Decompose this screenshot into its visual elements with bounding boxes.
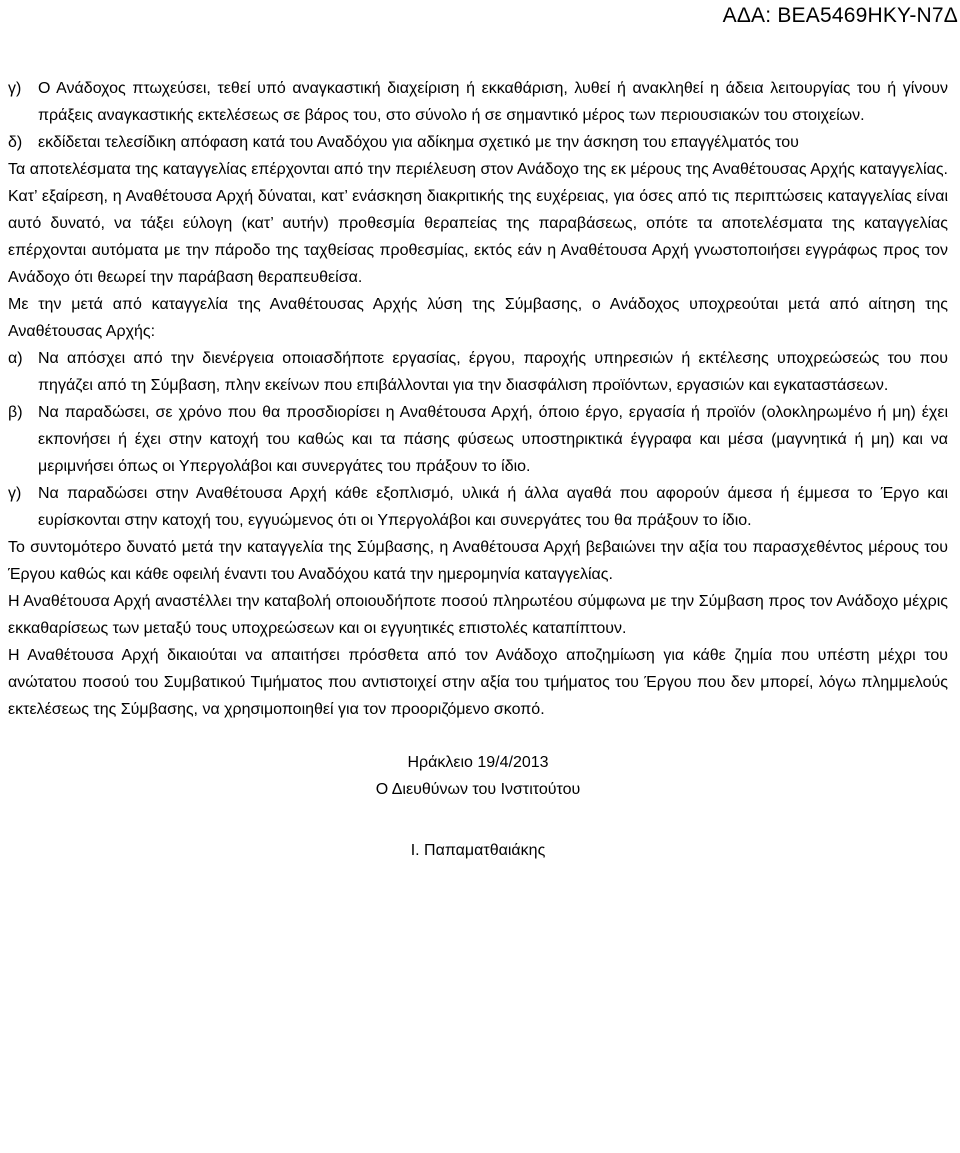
paragraph: Η Αναθέτουσα Αρχή δικαιούται να απαιτήσει πρόσθετα από τον Ανάδοχο αποζημίωση για κάθε ζημία που υπέστη μέχρι του ανώτατου ποσού του Συμβατικού Τιμήματος που αντιστοιχεί στην αξία του τμήματος του Έργου που δεν μπορεί, λόγω πλημμελούς εκτελέσεως της Σύμβασης, να χρησιμοποιηθεί για τον προοριζόμενο σκοπό.: [8, 647, 948, 718]
document-body: [8, 75, 948, 864]
paragraph: Τα αποτελέσματα της καταγγελίας επέρχονται από την περιέλευση στον Ανάδοχο της εκ μέρους της Αναθέτουσας Αρχής καταγγελίας. Κατ’ εξαίρεση, η Αναθέτουσα Αρχή δύναται, κατ’ ενάσκηση διακριτικής της ευχέρειας, για όσες από τις περιπτώσεις καταγγελίας είναι αυτό δυνατό, να τάξει εύλογη (κατ’ αυτήν) προθεσμία θεραπείας της παραβάσεως, οπότε τα αποτελέσματα της καταγγελίας επέρχονται αυτόματα με την πάροδο της ταχθείσας προθεσμίας, εκτός εάν η Αναθέτουσα Αρχή γνωστοποιήσει εγγράφως προς τον Ανάδοχο ότι θεωρεί την παράβαση θεραπευθείσα.: [8, 161, 948, 286]
signature-name: Ι. Παπαματθαιάκης: [410, 842, 546, 859]
item-marker: γ): [8, 80, 22, 97]
paragraph: Με την μετά από καταγγελία της Αναθέτουσας Αρχής λύση της Σύμβασης, ο Ανάδοχος υποχρεούται μετά από αίτηση της Αναθέτουσας Αρχής:: [8, 296, 948, 340]
item-marker: α): [8, 350, 23, 367]
item-text: Ο Ανάδοχος πτωχεύσει, τεθεί υπό αναγκαστική διαχείριση ή εκκαθάριση, λυθεί ή ανακληθεί η άδεια λειτουργίας του ή γίνουν πράξεις αναγκαστικής εκτελέσεως σε βάρος του, στο σύνολο ή σε σημαντικό μέρος των περιουσιακών του στοιχείων.: [38, 80, 948, 124]
item-text: Να παραδώσει, σε χρόνο που θα προσδιορίσει η Αναθέτουσα Αρχή, όποιο έργο, εργασία ή προϊόν (ολοκληρωμένο ή μη) έχει εκπονήσει ή έχει στην κατοχή του καθώς και τα πάσης φύσεως υποστηρικτικά έγγραφα και μέσα (μαγνητικά ή μη) και να μεριμνήσει όπως οι Υπεργολάβοι και συνεργάτες του πράξουν το ίδιο.: [38, 404, 948, 475]
list-item: [8, 399, 948, 480]
item-marker: δ): [8, 134, 23, 151]
ada-header: ΑΔΑ: ΒΕΑ5469ΗΚΥ-Ν7Δ: [722, 4, 958, 27]
item-marker: γ): [8, 485, 22, 502]
list-item: [8, 75, 948, 129]
item-text: εκδίδεται τελεσίδικη απόφαση κατά του Αναδόχου για αδίκημα σχετικό με την άσκηση του επαγγέλματός του: [38, 134, 799, 151]
paragraph: Το συντομότερο δυνατό μετά την καταγγελία της Σύμβασης, η Αναθέτουσα Αρχή βεβαιώνει την αξία του παρασχεθέντος μέρους του Έργου καθώς και κάθε οφειλή έναντι του Αναδόχου κατά την ημερομηνία καταγγελίας.: [8, 539, 948, 583]
signature-role: Ο Διευθύνων του Ινστιτούτου: [375, 781, 581, 798]
item-text: Να παραδώσει στην Αναθέτουσα Αρχή κάθε εξοπλισμό, υλικά ή άλλα αγαθά που αφορούν άμεσα ή έμμεσα το Έργο και ευρίσκονται στην κατοχή του, εγγυώμενος ότι οι Υπεργολάβοι και συνεργάτες του θα πράξουν το ίδιο.: [38, 485, 948, 529]
item-marker: β): [8, 404, 23, 421]
list-item: [8, 129, 948, 156]
item-text: Να απόσχει από την διενέργεια οποιασδήποτε εργασίας, έργου, παροχής υπηρεσιών ή εκτέλεσης υποχρεώσεώς του που πηγάζει από τη Σύμβαση, πλην εκείνων που επιβάλλονται για την διασφάλιση προϊόντων, εργασιών και εγκαταστάσεων.: [38, 350, 948, 394]
list-item: [8, 480, 948, 534]
paragraph: Η Αναθέτουσα Αρχή αναστέλλει την καταβολή οποιουδήποτε ποσού πληρωτέου σύμφωνα με την Σύμβαση προς τον Ανάδοχο μέχρις εκκαθαρίσεως των μεταξύ τους υποχρεώσεων και οι εγγυητικές επιστολές καταπίπτουν.: [8, 593, 948, 637]
list-item: [8, 345, 948, 399]
signature-place-date: Ηράκλειο 19/4/2013: [407, 754, 549, 771]
